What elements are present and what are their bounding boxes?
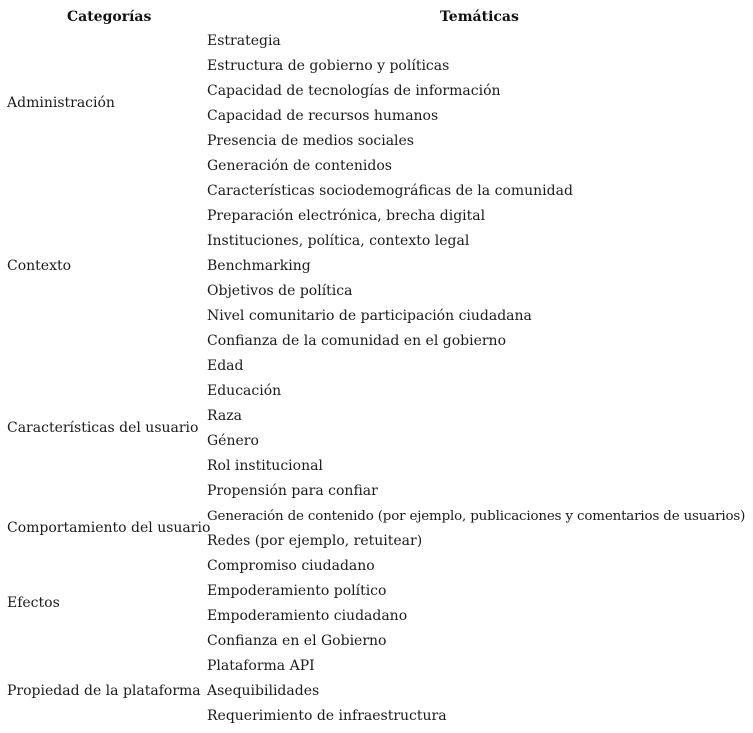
theme-list bbox=[207, 29, 501, 179]
theme-item: Estructura de gobierno y políticas bbox=[207, 58, 450, 74]
theme-item: Instituciones, política, contexto legal bbox=[207, 233, 470, 249]
theme-item: Generación de contenido (por ejemplo, publicaciones y comentarios de usuarios) bbox=[207, 509, 746, 524]
theme-item: Preparación electrónica, brecha digital bbox=[207, 208, 486, 224]
theme-item: Propensión para confiar bbox=[207, 483, 378, 499]
theme-item: Nivel comunitario de participación ciudadana bbox=[207, 308, 532, 324]
group-contexto bbox=[0, 179, 753, 354]
category-label: Comportamiento del usuario bbox=[7, 520, 211, 536]
theme-item: Capacidad de tecnologías de información bbox=[207, 83, 501, 99]
group-efectos bbox=[0, 554, 753, 654]
header-categories: Categorías bbox=[67, 9, 152, 25]
theme-list bbox=[207, 654, 447, 729]
theme-item: Educación bbox=[207, 383, 282, 399]
theme-item: Estrategia bbox=[207, 33, 281, 49]
theme-list bbox=[207, 354, 378, 504]
theme-item: Raza bbox=[207, 408, 242, 424]
theme-item: Asequibilidades bbox=[207, 683, 320, 699]
category-label: Efectos bbox=[7, 595, 60, 611]
theme-item: Plataforma API bbox=[207, 658, 315, 674]
theme-item: Género bbox=[207, 433, 259, 449]
theme-list bbox=[207, 504, 745, 554]
theme-list bbox=[207, 554, 407, 654]
theme-item: Empoderamiento político bbox=[207, 583, 387, 599]
group-administracion bbox=[0, 29, 753, 179]
theme-item: Edad bbox=[207, 358, 244, 374]
group-caracteristicas-usuario bbox=[0, 354, 753, 504]
theme-item: Rol institucional bbox=[207, 458, 323, 474]
category-label: Propiedad de la plataforma bbox=[7, 683, 201, 699]
theme-item: Confianza de la comunidad en el gobierno bbox=[207, 333, 506, 349]
theme-item: Capacidad de recursos humanos bbox=[207, 108, 439, 124]
group-propiedad-plataforma bbox=[0, 654, 753, 729]
theme-item: Generación de contenidos bbox=[207, 158, 392, 174]
theme-item: Objetivos de política bbox=[207, 283, 353, 299]
theme-item: Requerimiento de infraestructura bbox=[207, 708, 447, 724]
theme-item: Empoderamiento ciudadano bbox=[207, 608, 408, 624]
theme-item: Características sociodemográficas de la comunidad bbox=[207, 183, 573, 199]
theme-list bbox=[207, 179, 573, 354]
group-comportamiento-usuario bbox=[0, 504, 753, 554]
category-label: Administración bbox=[7, 95, 115, 111]
header-thematics: Temáticas bbox=[440, 9, 519, 25]
category-label: Contexto bbox=[7, 258, 72, 274]
theme-item: Confianza en el Gobierno bbox=[207, 633, 387, 649]
theme-item: Compromiso ciudadano bbox=[207, 558, 375, 574]
theme-item: Redes (por ejemplo, retuitear) bbox=[207, 533, 423, 549]
theme-item: Benchmarking bbox=[207, 258, 311, 274]
category-label: Características del usuario bbox=[7, 420, 199, 436]
table-header bbox=[0, 6, 753, 28]
theme-item: Presencia de medios sociales bbox=[207, 133, 414, 149]
